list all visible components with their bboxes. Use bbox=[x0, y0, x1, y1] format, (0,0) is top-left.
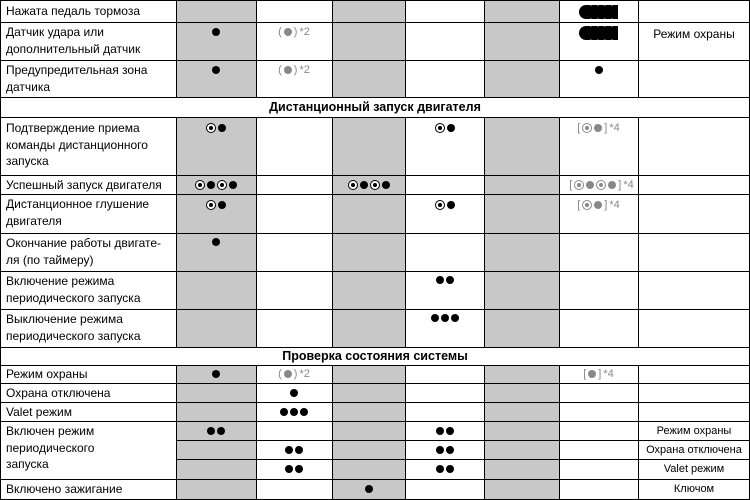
periodic-on-lights-signal bbox=[405, 270, 484, 290]
row-label-warning-zone: Предупредительная зона датчика bbox=[6, 63, 148, 94]
periodic-guard-siren-signal bbox=[176, 421, 256, 440]
ignition-signal bbox=[332, 479, 405, 499]
warn-siren-signal bbox=[176, 60, 256, 80]
row-label-periodic-off: Выключение режима периодического запуска bbox=[6, 312, 141, 343]
row-label-periodic-mode: Включен режим периодического запуска bbox=[6, 424, 95, 471]
guard-siren-signal bbox=[176, 365, 256, 383]
warn-optional-signal: ( ) *2 bbox=[278, 64, 310, 76]
stop-siren-signal bbox=[176, 195, 256, 215]
periodic-off-lights-signal bbox=[405, 308, 484, 328]
row-label-confirm: Подтверждение приема команды дистанционного запуска bbox=[6, 121, 148, 168]
row-label-periodic-on: Включение режима периодического запуска bbox=[6, 274, 141, 305]
row-label-guard-off: Охрана отключена bbox=[6, 386, 111, 400]
periodic-guard-lights-signal bbox=[405, 421, 484, 440]
brake-led-signal bbox=[559, 2, 638, 22]
periodic-guard-off-signal bbox=[256, 440, 332, 459]
start-lights-signal bbox=[332, 175, 405, 194]
row-label-guard: Режим охраны bbox=[6, 367, 88, 381]
warn-led-signal bbox=[559, 60, 638, 80]
valet-signal bbox=[256, 402, 332, 421]
timer-siren-signal bbox=[176, 232, 256, 252]
start-siren-signal bbox=[176, 175, 256, 194]
periodic-valet-signal bbox=[256, 459, 332, 479]
shock-siren-signal bbox=[176, 22, 256, 42]
section-title-status-check: Проверка состояния системы bbox=[282, 349, 468, 363]
stop-lights-signal bbox=[405, 195, 484, 215]
row-label-ignition: Включено зажигание bbox=[6, 482, 123, 496]
periodic-valet-lights-signal bbox=[405, 459, 484, 479]
confirm-led-signal: [ ] *4 bbox=[577, 122, 620, 134]
mode-key: Ключом bbox=[673, 483, 715, 495]
mode-guard: Режим охраны bbox=[653, 27, 735, 41]
row-label-start-ok: Успешный запуск двигателя bbox=[6, 178, 162, 192]
shaded-column-5 bbox=[484, 0, 559, 500]
section-title-remote-start: Дистанционный запуск двигателя bbox=[269, 100, 481, 114]
mode-periodic-guard-off: Охрана отключена bbox=[646, 444, 742, 456]
row-label-timer-stop: Окончание работы двигате- ля (по таймеру) bbox=[6, 236, 162, 267]
mode-periodic-guard: Режим охраны bbox=[656, 425, 732, 437]
periodic-guard-off-lights-signal bbox=[405, 440, 484, 459]
row-label-shock: Датчик удара или дополнительный датчик bbox=[6, 25, 141, 56]
guard-optional-signal: ( ) *2 bbox=[278, 368, 310, 380]
row-label-remote-stop: Дистанционное глушение двигателя bbox=[6, 197, 150, 228]
guard-off-signal bbox=[256, 383, 332, 402]
row-label-valet: Valet режим bbox=[6, 405, 72, 419]
shock-optional-signal: ( ) *2 bbox=[278, 26, 310, 38]
confirm-lights-signal bbox=[405, 118, 484, 138]
confirm-siren-signal bbox=[176, 118, 256, 138]
shock-led-signal bbox=[559, 24, 638, 42]
stop-led-signal: [ ] *4 bbox=[577, 199, 620, 211]
row-label-brake: Нажата педаль тормоза bbox=[6, 4, 140, 18]
mode-periodic-valet: Valet режим bbox=[663, 463, 725, 475]
shaded-column-3 bbox=[332, 0, 405, 500]
start-led-signal: [ ] *4 bbox=[569, 178, 634, 191]
guard-led-signal: [ ] *4 bbox=[583, 368, 614, 380]
